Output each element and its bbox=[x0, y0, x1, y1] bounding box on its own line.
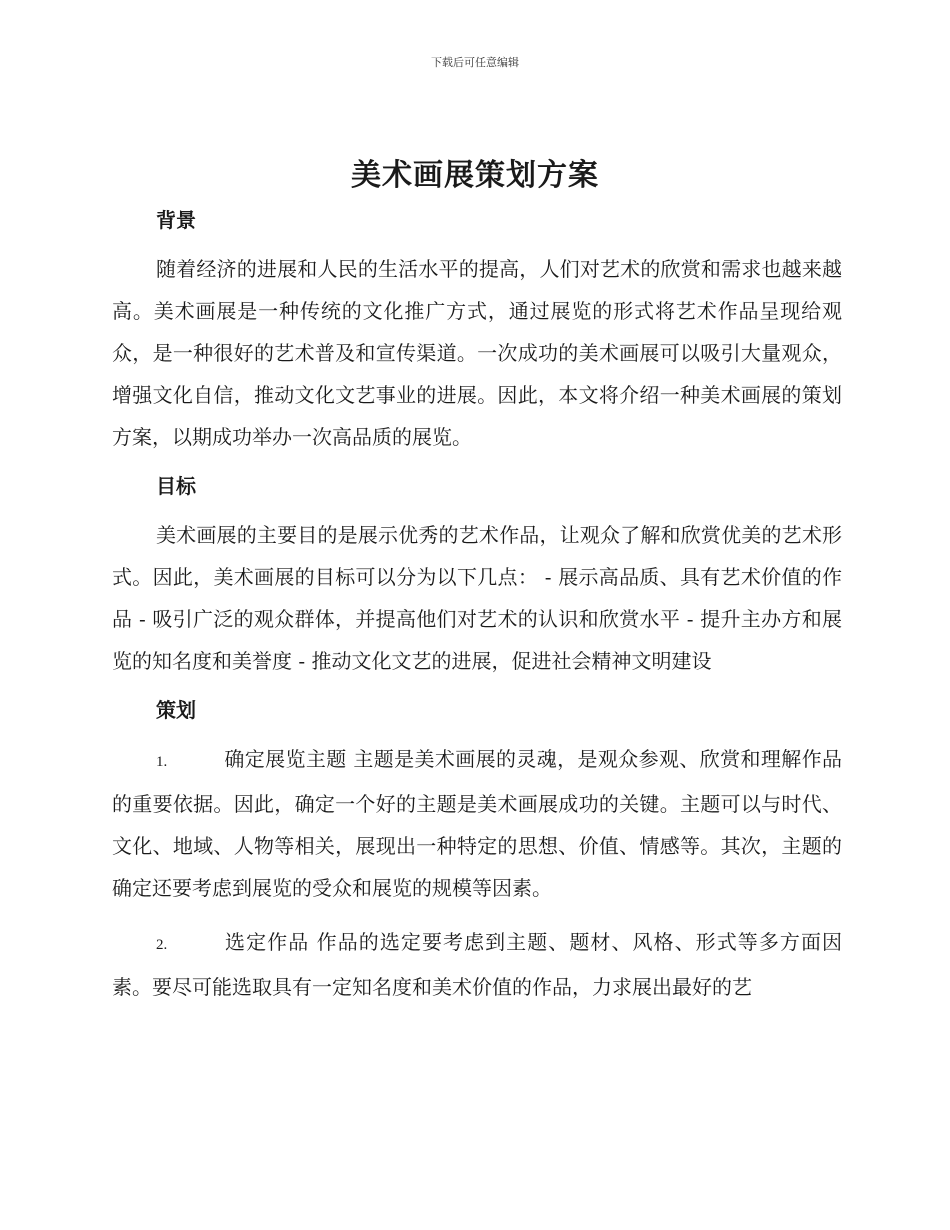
list-item bbox=[112, 921, 842, 1008]
list-item-number: 2. bbox=[156, 937, 168, 953]
section-heading-planning: 策划 bbox=[156, 698, 196, 722]
section-heading-goals: 目标 bbox=[156, 474, 196, 498]
list-item bbox=[112, 738, 842, 909]
list-item-text: 确定展览主题 主题是美术画展的灵魂，是观众参观、欣赏和理解作品的重要依据。因此，确定一个好的主题是美术画展成功的关键。主题可以与时代、文化、地域、人物等相关，展现出一种特定的思想、价值、情感等。其次，主题的确定还要考虑到展览的受众和展览的规模等因素。 bbox=[112, 747, 842, 900]
section-heading-background: 背景 bbox=[156, 208, 196, 232]
section-planning bbox=[112, 694, 842, 1008]
list-item-text: 选定作品 作品的选定要考虑到主题、题材、风格、形式等多方面因素。要尽可能选取具有一定知名度和美术价值的作品，力求展出最好的艺 bbox=[112, 930, 842, 999]
section-background bbox=[112, 204, 842, 458]
section-goals bbox=[112, 470, 842, 682]
document-title: 美术画展策划方案 bbox=[351, 158, 599, 193]
goals-paragraph: 美术画展的主要目的是展示优秀的艺术作品，让观众了解和欣赏优美的艺术形式。因此，美术画展的目标可以分为以下几点： - 展示高品质、具有艺术价值的作品 - 吸引广泛的观众群体，并提高他们对艺术的认识和欣赏水平 - 提升主办方和展览的知名度和美誉度 - 推动文化文艺的进展，促进社会精神文明建设 bbox=[112, 523, 842, 673]
background-paragraph: 随着经济的进展和人民的生活水平的提高，人们对艺术的欣赏和需求也越来越高。美术画展是一种传统的文化推广方式，通过展览的形式将艺术作品呈现给观众，是一种很好的艺术普及和宣传渠道。一次成功的美术画展可以吸引大量观众，增强文化自信，推动文化文艺事业的进展。因此，本文将介绍一种美术画展的策划方案，以期成功举办一次高品质的展览。 bbox=[112, 257, 842, 449]
list-item-number: 1. bbox=[156, 754, 168, 770]
page-header-note: 下载后可任意编辑 bbox=[431, 56, 519, 69]
document-body bbox=[112, 204, 842, 1020]
